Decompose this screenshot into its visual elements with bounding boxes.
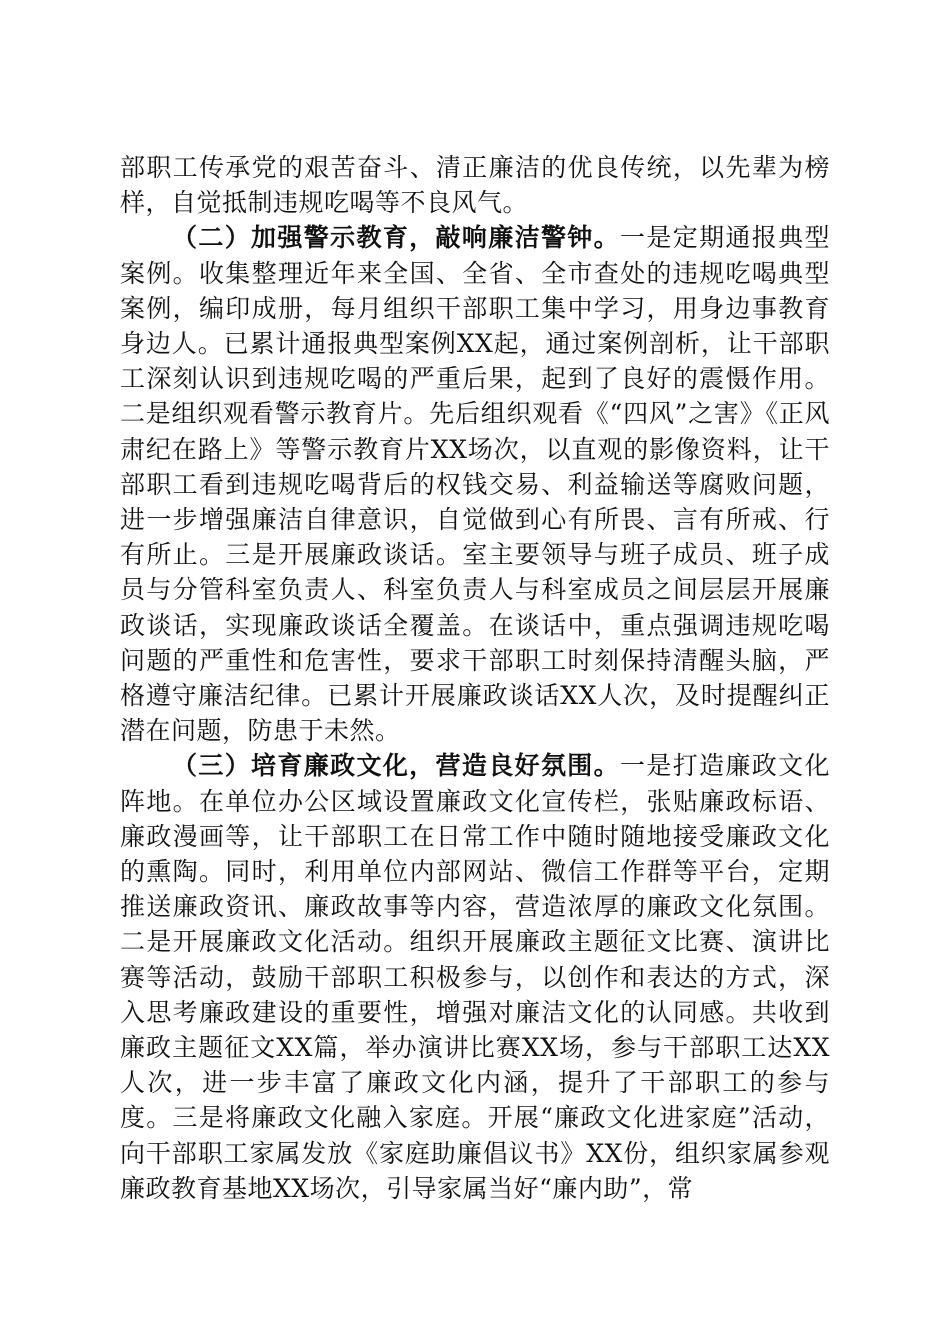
document-body [120,150,830,1206]
section-three-text: 一是打造廉政文化阵地。在单位办公区域设置廉政文化宣传栏，张贴廉政标语、廉政漫画等，让干部职工在日常工作中随时随地接受廉政文化的熏陶。同时，利用单位内部网站、微信工作群等平台，定期推送廉政资讯、廉政故事等内容，营造浓厚的廉政文化氛围。二是开展廉政文化活动。组织开展廉政主题征文比赛、演讲比赛等活动，鼓励干部职工积极参与，以创作和表达的方式，深入思考廉政建设的重要性，增强对廉洁文化的认同感。共收到廉政主题征文XX篇，举办演讲比赛XX场，参与干部职工达XX人次，进一步丰富了廉政文化内涵，提升了干部职工的参与度。三是将廉政文化融入家庭。开展“廉政文化进家庭”活动，向干部职工家属发放《家庭助廉倡议书》XX份，组织家属参观廉政教育基地XX场次，引导家属当好“廉内助”，常 [120,751,830,1203]
section-two-text: 一是定期通报典型案例。收集整理近年来全国、全省、全市查处的违规吃喝典型案例，编印成册，每月组织干部职工集中学习，用身边事教育身边人。已累计通报典型案例XX起，通过案例剖析，让干部职工深刻认识到违规吃喝的严重后果，起到了良好的震慑作用。二是组织观看警示教育片。先后组织观看《“四风”之害》《正风肃纪在路上》等警示教育片XX场次，以直观的影像资料，让干部职工看到违规吃喝背后的权钱交易、利益输送等腐败问题，进一步增强廉洁自律意识，自觉做到心有所畏、言有所戒、行有所止。三是开展廉政谈话。室主要领导与班子成员、班子成员与分管科室负责人、科室负责人与科室成员之间层层开展廉政谈话，实现廉政谈话全覆盖。在谈话中，重点强调违规吃喝问题的严重性和危害性，要求干部职工时刻保持清醒头脑，严格遵守廉洁纪律。已累计开展廉政谈话XX人次，及时提醒纠正潜在问题，防患于未然。 [120,223,830,746]
paragraph-continuation [120,150,830,220]
paragraph-section-two [120,220,830,748]
section-three-heading: （三）培育廉政文化，营造良好氛围。 [172,751,621,781]
paragraph-1-text: 部职工传承党的艰苦奋斗、清正廉洁的优良传统，以先辈为榜样，自觉抵制违规吃喝等不良风气。 [120,153,830,218]
section-two-heading: （二）加强警示教育，敲响廉洁警钟。 [172,223,621,253]
paragraph-section-three [120,748,830,1206]
